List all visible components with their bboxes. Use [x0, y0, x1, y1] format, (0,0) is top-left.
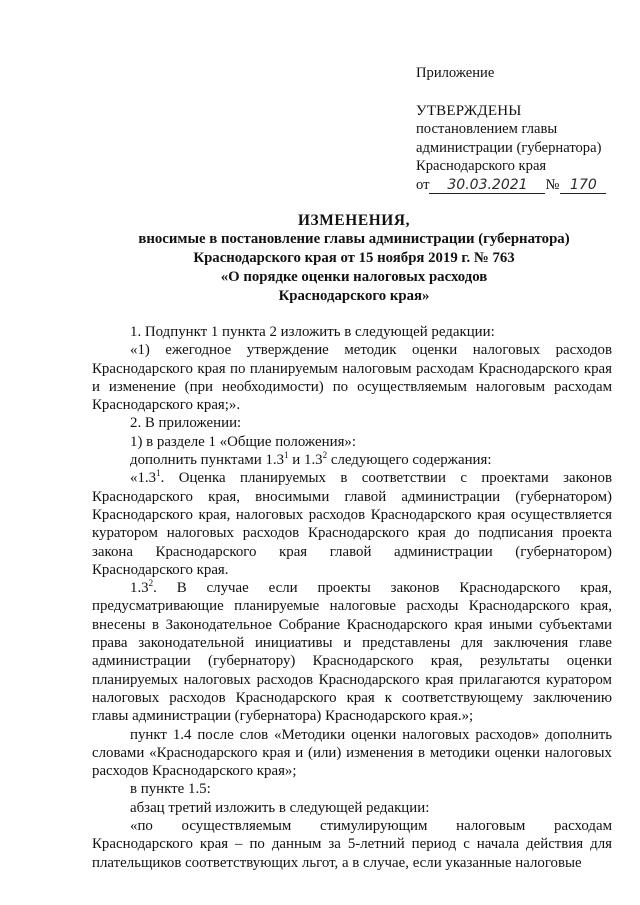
paragraph-5-text-c: следующего содержания: — [327, 452, 492, 469]
paragraph-7-text-a: 1.3 — [130, 580, 149, 597]
paragraph-6-text-b: . Оценка планируемых в соответствии с проектами законов Краснодарского края, вносимыми главой администрации (губернатором) Краснодарского края, налоговых расходов Краснодарского края осуществляется куратором налоговых расходов Краснодарского края до подписания проекта закона Краснодарского края главой администрации (губернатором) Краснодарского края. — [92, 470, 612, 578]
title-line-5: Краснодарского края» — [278, 288, 430, 304]
document-body — [92, 323, 612, 872]
paragraph-7 — [92, 579, 612, 725]
paragraph-5-text-b: и 1.3 — [288, 452, 323, 469]
paragraph-6-text-a: «1.3 — [130, 470, 157, 487]
title-line-1: ИЗМЕНЕНИЯ, — [297, 212, 411, 229]
paragraph-5 — [92, 451, 612, 469]
paragraph-1: 1. Подпункт 1 пункта 2 изложить в следующей редакции: — [130, 324, 495, 340]
approval-block — [416, 64, 626, 194]
paragraph-4: 1) в разделе 1 «Общие положения»: — [130, 433, 356, 450]
date-prefix: от — [416, 176, 430, 193]
paragraph-7-text-b: . В случае если проекты законов Краснодарского края, предусматривающие планируемые налоговые расходы Краснодарского края, внесены в Законодательное Собрание Краснодарского края иными субъектами права законодательной инициативы и представлены для заключения главе администрации (губернатору) Краснодарского края, результаты оценки планируемых налоговых расходов Краснодарского края прилагаются куратором налоговых расходов Краснодарского края к соответствующему заключению главы администрации (губернатора) Краснодарского края.»; — [92, 580, 612, 725]
paragraph-11: «по осуществляемым стимулирующим налоговым расходам Краснодарского края – по данным за 5-летний период с начала действия для плательщиков соответствующих льгот, а в случае, если указанные налоговые — [92, 818, 612, 871]
superscript: 1 — [156, 468, 161, 479]
approved-heading: УТВЕРЖДЕНЫ — [416, 102, 522, 119]
handwritten-number: 170 — [560, 177, 606, 194]
paragraph-2: «1) ежегодное утверждение методик оценки налоговых расходов Краснодарского края по планируемым налоговым расходам Краснодарского края и изменение (при необходимости) по осуществляемым налоговым расходам Краснодарского края;». — [92, 342, 612, 414]
appendix-label: Приложение — [416, 65, 495, 81]
paragraph-8: пункт 1.4 после слов «Методики оценки налоговых расходов» дополнить словами «Краснодарского края и (или) изменения в методики оценки налоговых расходов Краснодарского края»; — [92, 726, 612, 780]
superscript: 2 — [322, 450, 328, 461]
title-line-4: «О порядке оценки налоговых расходов — [220, 269, 488, 285]
title-line-3: Краснодарского края от 15 ноября 2019 г. № 763 — [193, 250, 515, 266]
approval-line-1: постановлением главы — [416, 121, 558, 137]
document-title — [80, 211, 628, 306]
number-prefix: № — [545, 176, 560, 193]
paragraph-3: 2. В приложении: — [130, 415, 242, 432]
paragraph-10: абзац третий изложить в следующей редакции: — [130, 799, 430, 816]
superscript: 1 — [284, 450, 289, 461]
paragraph-6 — [92, 469, 612, 579]
handwritten-date: 30.03.2021 — [429, 177, 545, 194]
paragraph-5-text-a: дополнить пунктами 1.3 — [130, 452, 285, 469]
title-line-2: вносимые в постановление главы администрации (губернатора) — [138, 231, 570, 247]
approval-date-line — [416, 176, 626, 195]
superscript: 2 — [148, 578, 154, 589]
approval-line-3: Краснодарского края — [416, 158, 547, 174]
paragraph-9: в пункте 1.5: — [130, 781, 211, 798]
approval-line-2: администрации (губернатора) — [416, 139, 602, 156]
